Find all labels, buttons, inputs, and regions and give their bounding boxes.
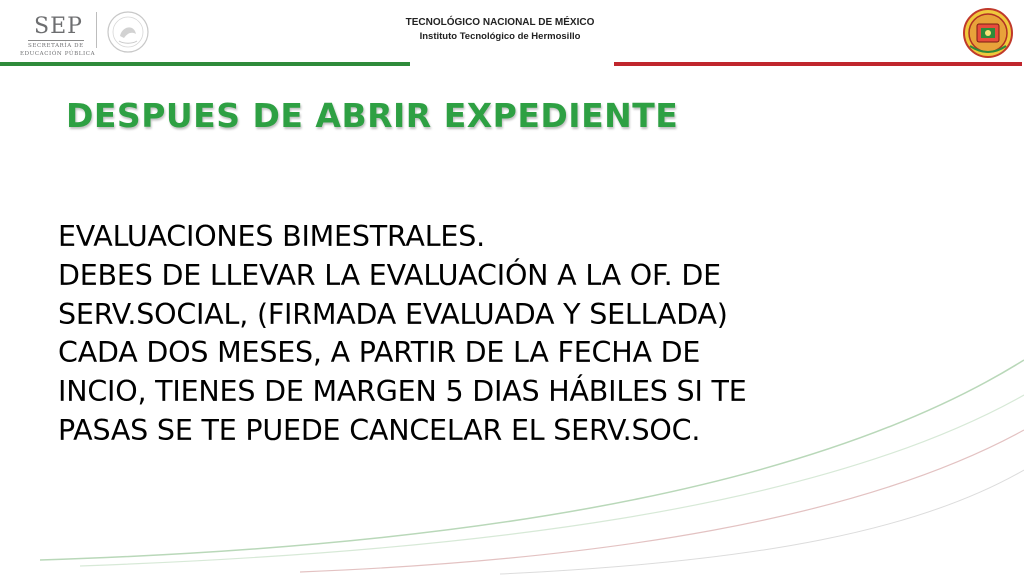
body-line: DEBES DE LLEVAR LA EVALUACIÓN A LA OF. DE xyxy=(58,258,721,292)
header-divider xyxy=(96,12,97,48)
header-bar-green xyxy=(0,62,410,66)
body-line: INCIO, TIENES DE MARGEN 5 DIAS HÁBILES SI TE xyxy=(58,375,747,409)
sep-logo-line1: SECRETARÍA DE xyxy=(28,43,84,49)
sep-logo-title: SEP xyxy=(34,14,83,39)
sep-logo-rule xyxy=(28,40,84,41)
sep-logo xyxy=(10,8,102,57)
body-line: PASAS SE TE PUEDE CANCELAR EL SERV.SOC. xyxy=(58,413,701,447)
institution-header xyxy=(360,16,640,44)
body-line: CADA DOS MESES, A PARTIR DE LA FECHA DE xyxy=(58,336,701,370)
campus-name: Instituto Tecnológico de Hermosillo xyxy=(419,31,581,42)
body-line: EVALUACIONES BIMESTRALES. xyxy=(58,220,485,253)
slide-title: DESPUES DE ABRIR EXPEDIENTE xyxy=(66,96,679,135)
body-line: SERV.SOCIAL, (FIRMADA EVALUADA Y SELLADA) xyxy=(58,297,728,331)
mexico-coat-of-arms-icon xyxy=(106,10,150,54)
institution-name: TECNOLÓGICO NACIONAL DE MÉXICO xyxy=(405,17,595,28)
ith-crest-icon xyxy=(962,6,1014,60)
sep-logo-line2: EDUCACIÓN PÚBLICA xyxy=(20,51,96,57)
slide-body xyxy=(58,218,938,451)
header-bar-red xyxy=(614,62,1022,66)
